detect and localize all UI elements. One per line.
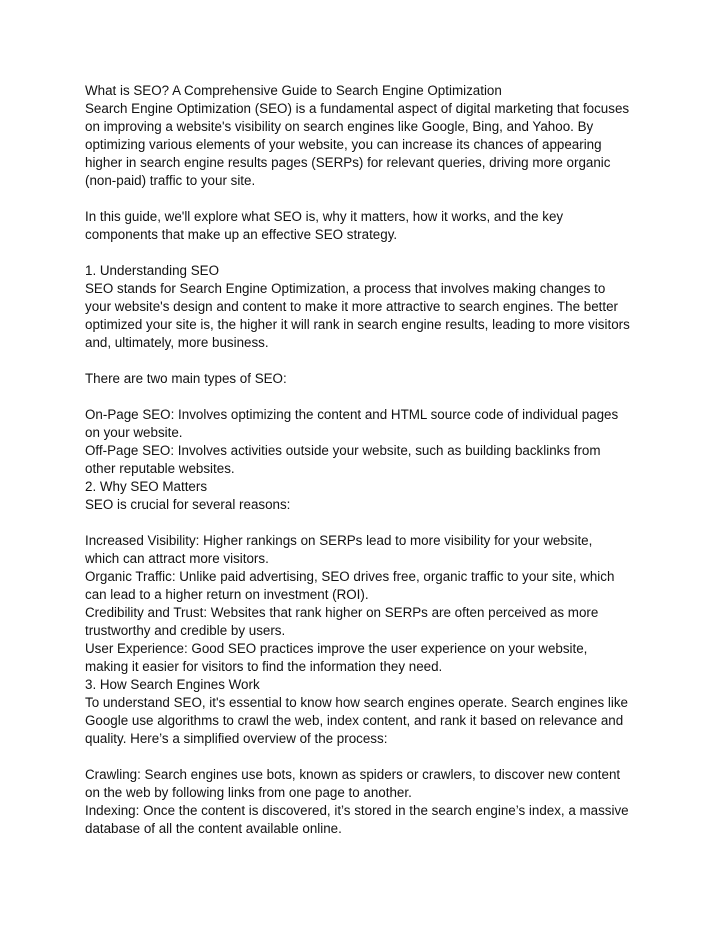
text-line: higher in search engine results pages (SERPs) for relevant queries, driving more organic [85,155,611,170]
text-line: SEO is crucial for several reasons: [85,497,291,512]
text-line: and, ultimately, more business. [85,335,269,350]
document-title: What is SEO? A Comprehensive Guide to Search Engine Optimization [85,83,502,98]
section-heading: 2. Why SEO Matters [85,479,208,494]
text-line: (non-paid) traffic to your site. [85,173,256,188]
text-line: There are two main types of SEO: [85,371,287,386]
text-line: To understand SEO, it's essential to know how search engines operate. Search engines like [85,695,628,710]
paragraph-spacer [85,514,645,532]
list-item-line: Indexing: Once the content is discovered, it’s stored in the search engine’s index, a massive [85,803,629,818]
list-item-line: other reputable websites. [85,461,235,476]
text-line: In this guide, we'll explore what SEO is, why it matters, how it works, and the key [85,209,564,224]
list-item-line: database of all the content available online. [85,821,342,836]
list-item-line: Credibility and Trust: Websites that rank higher on SERPs are often perceived as more [85,605,599,620]
document-body [85,82,645,838]
text-line: Google use algorithms to crawl the web, index content, and rank it based on relevance and [85,713,624,728]
paragraph-spacer [85,388,645,406]
section-heading: 3. How Search Engines Work [85,677,260,692]
list-item-line: Increased Visibility: Higher rankings on SERPs lead to more visibility for your website, [85,533,593,548]
list-item-line: On-Page SEO: Involves optimizing the content and HTML source code of individual pages [85,407,619,422]
text-line: your website's design and content to make it more attractive to search engines. The better [85,299,619,314]
list-item-line: on your website. [85,425,183,440]
list-item-line: making it easier for visitors to find the information they need. [85,659,443,674]
list-item-line: can lead to a higher return on investment (ROI). [85,587,369,602]
section-heading: 1. Understanding SEO [85,263,219,278]
list-item-line: trustworthy and credible by users. [85,623,286,638]
text-line: quality. Here’s a simplified overview of the process: [85,731,388,746]
list-item-line: Organic Traffic: Unlike paid advertising, SEO drives free, organic traffic to your site, which [85,569,615,584]
text-line: components that make up an effective SEO strategy. [85,227,398,242]
list-item-line: on the web by following links from one page to another. [85,785,412,800]
paragraph-spacer [85,244,645,262]
paragraph-spacer [85,748,645,766]
text-line: optimizing various elements of your website, you can increase its chances of appearing [85,137,602,152]
text-line: SEO stands for Search Engine Optimization, a process that involves making changes to [85,281,606,296]
text-line: Search Engine Optimization (SEO) is a fundamental aspect of digital marketing that focuses [85,101,630,116]
paragraph-spacer [85,352,645,370]
list-item-line: User Experience: Good SEO practices improve the user experience on your website, [85,641,588,656]
list-item-line: Off-Page SEO: Involves activities outside your website, such as building backlinks from [85,443,601,458]
text-line: optimized your site is, the higher it will rank in search engine results, leading to more visitors [85,317,630,332]
paragraph-spacer [85,190,645,208]
list-item-line: Crawling: Search engines use bots, known as spiders or crawlers, to discover new content [85,767,621,782]
text-line: on improving a website's visibility on search engines like Google, Bing, and Yahoo. By [85,119,594,134]
list-item-line: which can attract more visitors. [85,551,269,566]
